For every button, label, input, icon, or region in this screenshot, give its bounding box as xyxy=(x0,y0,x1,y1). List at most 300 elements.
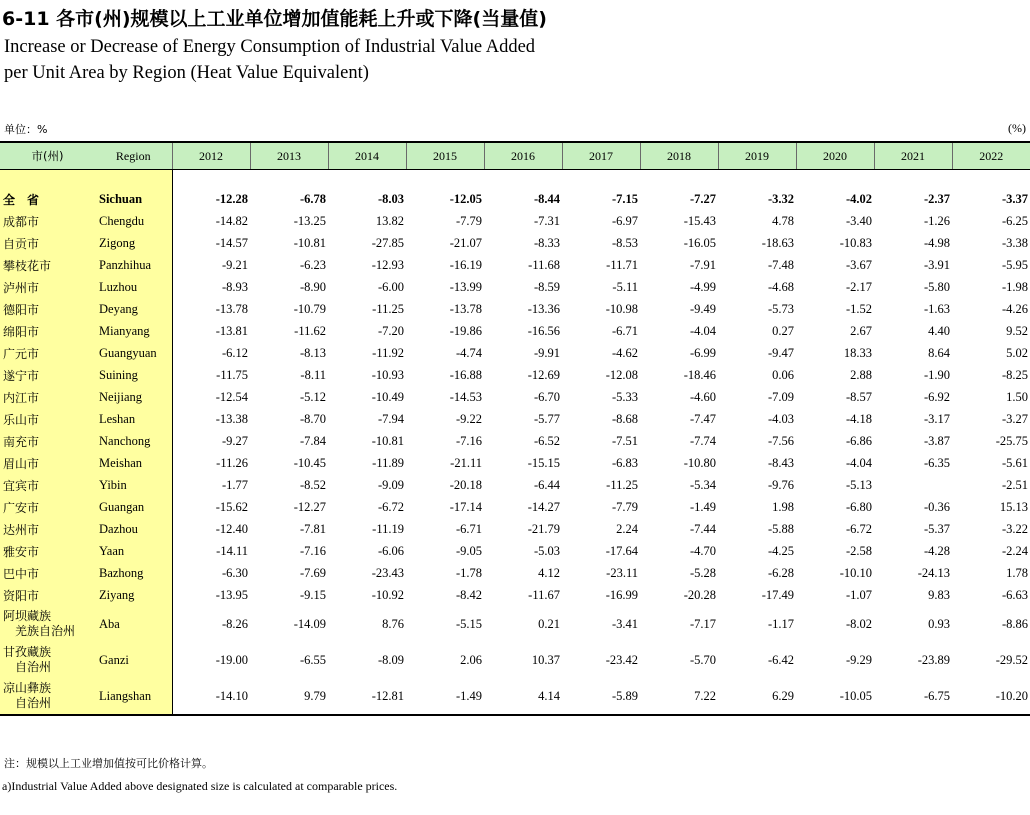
cell-region: Liangshan xyxy=(95,678,172,715)
cell-value: -17.64 xyxy=(605,543,638,558)
cell-value: -6.63 xyxy=(1001,587,1028,602)
cell-value: -8.33 xyxy=(533,235,560,250)
cell-value: -8.09 xyxy=(377,652,404,667)
cell-value: -8.42 xyxy=(455,587,482,602)
table-title-cn: 6-11 各市(州)规模以上工业单位增加值能耗上升或下降(当量值) xyxy=(2,8,547,30)
spacer-row xyxy=(0,170,1030,189)
cell-region: Aba xyxy=(95,606,172,642)
cell-region: Zigong xyxy=(95,232,172,254)
cell-value: -9.27 xyxy=(221,433,248,448)
cell-value: -17.14 xyxy=(449,499,482,514)
cell-value: -9.47 xyxy=(767,345,794,360)
cell-value: -6.42 xyxy=(767,652,794,667)
cell-value: -8.43 xyxy=(767,455,794,470)
cell-city xyxy=(0,210,95,232)
cell-value: -11.25 xyxy=(372,301,404,316)
cell-value: -3.91 xyxy=(923,257,950,272)
cell-value: -11.92 xyxy=(372,345,404,360)
cell-value: -9.15 xyxy=(299,587,326,602)
cell-city xyxy=(0,496,95,518)
cell-value: -4.98 xyxy=(923,235,950,250)
cell-value: -7.16 xyxy=(455,433,482,448)
cell-value: -7.31 xyxy=(533,213,560,228)
cell-value: 8.64 xyxy=(928,345,950,360)
cell-value: -13.25 xyxy=(293,213,326,228)
cell-value: -8.44 xyxy=(533,191,560,206)
cell-value: -27.85 xyxy=(371,235,404,250)
cell-value: -6.28 xyxy=(767,565,794,580)
cell-value: -6.78 xyxy=(299,191,326,206)
cell-value: -3.27 xyxy=(1001,411,1028,426)
cell-value: -4.02 xyxy=(845,191,872,206)
cell-value: -5.34 xyxy=(689,477,716,492)
cell-value: -21.11 xyxy=(450,455,482,470)
cell-value: -12.81 xyxy=(328,678,406,715)
cell-value: -6.92 xyxy=(923,389,950,404)
city-name: 广安市 xyxy=(3,500,40,515)
cell-value: 2.67 xyxy=(850,323,872,338)
cell-value: -8.52 xyxy=(299,477,326,492)
cell-value: -1.49 xyxy=(689,499,716,514)
table-title-en-line1: Increase or Decrease of Energy Consumption of Industrial Value Added xyxy=(4,37,536,57)
cell-value: -4.60 xyxy=(689,389,716,404)
table-row xyxy=(0,408,1030,430)
cell-value: -5.12 xyxy=(299,389,326,404)
cell-value: -5.61 xyxy=(1001,455,1028,470)
cell-value: -11.62 xyxy=(294,323,326,338)
cell-value: -1.49 xyxy=(406,678,484,715)
cell-value: -23.11 xyxy=(606,565,638,580)
cell-value: -6.71 xyxy=(611,323,638,338)
cell-city xyxy=(0,276,95,298)
cell-value: -3.37 xyxy=(1001,191,1028,206)
cell-value: -20.18 xyxy=(449,477,482,492)
city-name: 南充市 xyxy=(3,434,40,449)
cell-value: -6.71 xyxy=(455,521,482,536)
cell-value: -1.90 xyxy=(923,367,950,382)
cell-value: -6.00 xyxy=(377,279,404,294)
city-name: 乐山市 xyxy=(3,412,40,427)
cell-value: -3.17 xyxy=(923,411,950,426)
cell-value: -16.99 xyxy=(605,587,638,602)
cell-city xyxy=(0,642,95,678)
cell-value: -10.81 xyxy=(371,433,404,448)
table-row xyxy=(0,606,1030,642)
cell-value: -8.26 xyxy=(221,616,248,631)
cell-value: -17.49 xyxy=(761,587,794,602)
cell-value: -19.86 xyxy=(449,323,482,338)
cell-value: -2.58 xyxy=(845,543,872,558)
cell-value: -5.37 xyxy=(923,521,950,536)
cell-region: Sichuan xyxy=(95,188,172,210)
cell-value: -0.36 xyxy=(923,499,950,514)
cell-city xyxy=(0,342,95,364)
cell-value: 13.82 xyxy=(375,213,404,228)
cell-region: Yaan xyxy=(95,540,172,562)
cell-value: -10.05 xyxy=(796,678,874,715)
city-name: 眉山市 xyxy=(3,456,40,471)
cell-value: -21.79 xyxy=(527,521,560,536)
cell-value: -7.20 xyxy=(377,323,404,338)
table-row xyxy=(0,386,1030,408)
cell-value: -7.81 xyxy=(299,521,326,536)
cell-value: -3.67 xyxy=(845,257,872,272)
cell-value: -7.94 xyxy=(377,411,404,426)
cell-value: -1.17 xyxy=(767,616,794,631)
cell-city xyxy=(0,474,95,496)
cell-value: -8.86 xyxy=(1001,616,1028,631)
cell-value: -12.08 xyxy=(605,367,638,382)
cell-value: -12.27 xyxy=(293,499,326,514)
table-row xyxy=(0,430,1030,452)
cell-value: -10.80 xyxy=(683,455,716,470)
cell-value: -7.79 xyxy=(611,499,638,514)
cell-value: -8.02 xyxy=(845,616,872,631)
table-row xyxy=(0,584,1030,606)
cell-city xyxy=(0,386,95,408)
city-name: 德阳市 xyxy=(3,302,40,317)
cell-region: Chengdu xyxy=(95,210,172,232)
cell-value: -12.05 xyxy=(449,191,482,206)
cell-value: -10.45 xyxy=(293,455,326,470)
header-year: 2014 xyxy=(328,142,406,170)
cell-value: -4.25 xyxy=(767,543,794,558)
cell-value: -14.27 xyxy=(527,499,560,514)
table-row xyxy=(0,642,1030,678)
table-row xyxy=(0,298,1030,320)
cell-value: 0.27 xyxy=(772,323,794,338)
cell-city xyxy=(0,452,95,474)
cell-value: -18.63 xyxy=(761,235,794,250)
cell-value: -10.98 xyxy=(605,301,638,316)
cell-value: -4.70 xyxy=(689,543,716,558)
cell-value: -16.56 xyxy=(527,323,560,338)
header-year: 2019 xyxy=(718,142,796,170)
cell-value: -11.67 xyxy=(528,587,560,602)
cell-value: -5.88 xyxy=(767,521,794,536)
cell-value: -7.48 xyxy=(767,257,794,272)
cell-value: -13.81 xyxy=(215,323,248,338)
cell-value: -7.74 xyxy=(689,433,716,448)
city-name: 攀枝花市 xyxy=(3,258,52,273)
cell-value: -16.05 xyxy=(683,235,716,250)
cell-value: -3.38 xyxy=(1001,235,1028,250)
cell-value: -10.20 xyxy=(952,678,1030,715)
cell-value: -8.93 xyxy=(221,279,248,294)
cell-value: -12.54 xyxy=(215,389,248,404)
cell-value: -6.44 xyxy=(533,477,560,492)
cell-value: -7.56 xyxy=(767,433,794,448)
cell-value: -7.47 xyxy=(689,411,716,426)
cell-value: -7.16 xyxy=(299,543,326,558)
cell-value: -6.52 xyxy=(533,433,560,448)
cell-value: -6.12 xyxy=(221,345,248,360)
cell-value: -11.71 xyxy=(606,257,638,272)
header-region: Region xyxy=(95,142,172,170)
city-name: 绵阳市 xyxy=(3,324,40,339)
cell-value: 1.98 xyxy=(772,499,794,514)
cell-value: -3.41 xyxy=(611,616,638,631)
header-year: 2012 xyxy=(172,142,250,170)
cell-city xyxy=(0,188,95,210)
cell-value: 0.93 xyxy=(928,616,950,631)
cell-region: Yibin xyxy=(95,474,172,496)
cell-value: -6.35 xyxy=(923,455,950,470)
cell-value: -11.89 xyxy=(372,455,404,470)
cell-region: Ganzi xyxy=(95,642,172,678)
cell-city xyxy=(0,540,95,562)
cell-region: Dazhou xyxy=(95,518,172,540)
cell-value: -13.95 xyxy=(215,587,248,602)
cell-city xyxy=(0,364,95,386)
cell-value: -10.10 xyxy=(839,565,872,580)
header-year: 2022 xyxy=(952,142,1030,170)
cell-value: 2.06 xyxy=(460,652,482,667)
table-row xyxy=(0,188,1030,210)
city-name: 自治州 xyxy=(3,660,52,674)
cell-value: -12.40 xyxy=(215,521,248,536)
cell-value: -9.49 xyxy=(689,301,716,316)
cell-value: -19.00 xyxy=(215,652,248,667)
cell-value: -1.78 xyxy=(455,565,482,580)
header-year: 2013 xyxy=(250,142,328,170)
cell-value: 4.78 xyxy=(772,213,794,228)
city-name: 自贡市 xyxy=(3,236,40,251)
city-name: 宜宾市 xyxy=(3,478,40,493)
cell-value: -13.38 xyxy=(215,411,248,426)
cell-value: -5.28 xyxy=(689,565,716,580)
cell-value: -2.24 xyxy=(1001,543,1028,558)
cell-value: -14.53 xyxy=(449,389,482,404)
cell-value: -14.11 xyxy=(216,543,248,558)
cell-value: 15.13 xyxy=(999,499,1028,514)
cell-value: -24.13 xyxy=(917,565,950,580)
cell-city xyxy=(0,606,95,642)
city-name: 遂宁市 xyxy=(3,368,40,383)
cell-value: -11.68 xyxy=(528,257,560,272)
cell-value: -2.37 xyxy=(923,191,950,206)
header-year: 2018 xyxy=(640,142,718,170)
footnote-cn: 注：规模以上工业增加值按可比价格计算。 xyxy=(4,757,213,770)
header-row xyxy=(0,142,1030,170)
cell-value: -21.07 xyxy=(449,235,482,250)
cell-value: -9.09 xyxy=(377,477,404,492)
cell-value: -5.95 xyxy=(1001,257,1028,272)
cell-value: -18.46 xyxy=(683,367,716,382)
cell-value: -8.03 xyxy=(377,191,404,206)
cell-value: -6.80 xyxy=(845,499,872,514)
cell-city xyxy=(0,430,95,452)
cell-value: -11.75 xyxy=(216,367,248,382)
cell-value: -7.09 xyxy=(767,389,794,404)
cell-value: -2.51 xyxy=(1001,477,1028,492)
cell-value: 4.40 xyxy=(928,323,950,338)
city-name: 巴中市 xyxy=(3,566,40,581)
header-year: 2021 xyxy=(874,142,952,170)
table-row xyxy=(0,254,1030,276)
cell-region: Mianyang xyxy=(95,320,172,342)
cell-value: -7.69 xyxy=(299,565,326,580)
table-row xyxy=(0,452,1030,474)
cell-value: -5.80 xyxy=(923,279,950,294)
header-year: 2020 xyxy=(796,142,874,170)
cell-value: -8.53 xyxy=(611,235,638,250)
cell-value: -6.86 xyxy=(845,433,872,448)
cell-value: -12.69 xyxy=(527,367,560,382)
cell-value: -20.28 xyxy=(683,587,716,602)
cell-value: -6.99 xyxy=(689,345,716,360)
city-name: 阿坝藏族 xyxy=(3,609,52,623)
table-body xyxy=(0,170,1030,716)
cell-value: -10.81 xyxy=(293,235,326,250)
cell-value: 7.22 xyxy=(640,678,718,715)
cell-value: -25.75 xyxy=(995,433,1028,448)
cell-value: 1.50 xyxy=(1006,389,1028,404)
cell-value: -9.21 xyxy=(221,257,248,272)
cell-city xyxy=(0,408,95,430)
cell-value: -12.93 xyxy=(371,257,404,272)
cell-value: -2.17 xyxy=(845,279,872,294)
table-row xyxy=(0,562,1030,584)
cell-region: Luzhou xyxy=(95,276,172,298)
cell-value: -3.32 xyxy=(767,191,794,206)
cell-value: -15.62 xyxy=(215,499,248,514)
cell-value: -6.25 xyxy=(1001,213,1028,228)
cell-value: -16.19 xyxy=(449,257,482,272)
cell-value: -10.83 xyxy=(839,235,872,250)
cell-value: -7.51 xyxy=(611,433,638,448)
cell-value: 8.76 xyxy=(382,616,404,631)
cell-value: -8.70 xyxy=(299,411,326,426)
city-name: 资阳市 xyxy=(3,588,40,603)
table-row xyxy=(0,276,1030,298)
cell-value: -4.74 xyxy=(455,345,482,360)
cell-value: -6.23 xyxy=(299,257,326,272)
cell-value: -10.49 xyxy=(371,389,404,404)
cell-region: Bazhong xyxy=(95,562,172,584)
header-city: 市(州) xyxy=(0,142,95,170)
cell-region: Ziyang xyxy=(95,584,172,606)
cell-value: -1.26 xyxy=(923,213,950,228)
cell-value: -4.68 xyxy=(767,279,794,294)
cell-value: -6.30 xyxy=(221,565,248,580)
cell-value: -16.88 xyxy=(449,367,482,382)
cell-value: -9.91 xyxy=(533,345,560,360)
cell-city xyxy=(0,232,95,254)
cell-value: -8.57 xyxy=(845,389,872,404)
header-year: 2015 xyxy=(406,142,484,170)
cell-value: 6.29 xyxy=(718,678,796,715)
cell-value: -5.77 xyxy=(533,411,560,426)
cell-value: -6.75 xyxy=(874,678,952,715)
cell-value: 9.79 xyxy=(250,678,328,715)
cell-value: -3.40 xyxy=(845,213,872,228)
cell-value: -6.83 xyxy=(611,455,638,470)
cell-region: Leshan xyxy=(95,408,172,430)
cell-value: -9.29 xyxy=(845,652,872,667)
cell-value: -8.13 xyxy=(299,345,326,360)
cell-value: -9.05 xyxy=(455,543,482,558)
cell-value: -6.55 xyxy=(299,652,326,667)
cell-value: 0.21 xyxy=(538,616,560,631)
cell-value: -1.77 xyxy=(221,477,248,492)
city-name: 全 省 xyxy=(3,192,40,207)
cell-value: -8.59 xyxy=(533,279,560,294)
city-name: 甘孜藏族 xyxy=(3,645,52,659)
cell-value: 4.12 xyxy=(538,565,560,580)
cell-value: -5.03 xyxy=(533,543,560,558)
city-name: 凉山彝族 xyxy=(3,681,52,695)
cell-value: -8.11 xyxy=(300,367,326,382)
cell-value: -6.97 xyxy=(611,213,638,228)
footnote-en: a)Industrial Value Added above designated size is calculated at comparable prices. xyxy=(2,779,398,793)
table-row xyxy=(0,678,1030,715)
cell-value: -7.17 xyxy=(689,616,716,631)
table-title-en-line2: per Unit Area by Region (Heat Value Equivalent) xyxy=(4,63,369,83)
table-row xyxy=(0,540,1030,562)
cell-region: Deyang xyxy=(95,298,172,320)
cell-value: -8.68 xyxy=(611,411,638,426)
cell-value: -13.78 xyxy=(449,301,482,316)
cell-value: -11.19 xyxy=(372,521,404,536)
cell-value: -5.70 xyxy=(689,652,716,667)
cell-value xyxy=(874,474,952,496)
cell-value: 2.88 xyxy=(850,367,872,382)
cell-value: -29.52 xyxy=(995,652,1028,667)
cell-value: -4.26 xyxy=(1001,301,1028,316)
cell-value: -14.10 xyxy=(172,678,250,715)
cell-region: Guangyuan xyxy=(95,342,172,364)
cell-value: -9.76 xyxy=(767,477,794,492)
cell-city xyxy=(0,562,95,584)
cell-value: -3.22 xyxy=(1001,521,1028,536)
city-name: 雅安市 xyxy=(3,544,40,559)
cell-value: -7.79 xyxy=(455,213,482,228)
cell-value: -15.15 xyxy=(527,455,560,470)
cell-value: 1.78 xyxy=(1006,565,1028,580)
cell-city xyxy=(0,254,95,276)
cell-value: -5.33 xyxy=(611,389,638,404)
cell-value: -14.82 xyxy=(215,213,248,228)
cell-value: -4.99 xyxy=(689,279,716,294)
cell-value: 10.37 xyxy=(531,652,560,667)
city-name: 成都市 xyxy=(3,214,40,229)
cell-value: -5.89 xyxy=(562,678,640,715)
cell-city xyxy=(0,678,95,715)
cell-value: -14.09 xyxy=(293,616,326,631)
cell-value: -14.57 xyxy=(215,235,248,250)
unit-label-en: (%) xyxy=(1008,121,1026,135)
cell-value: 2.24 xyxy=(616,521,638,536)
cell-value: -4.62 xyxy=(611,345,638,360)
cell-value: -10.93 xyxy=(371,367,404,382)
cell-value: 9.83 xyxy=(928,587,950,602)
city-name: 内江市 xyxy=(3,390,40,405)
city-name: 羌族自治州 xyxy=(3,624,76,638)
cell-value: -11.26 xyxy=(216,455,248,470)
cell-value: -7.84 xyxy=(299,433,326,448)
cell-city xyxy=(0,518,95,540)
cell-value: 9.52 xyxy=(1006,323,1028,338)
cell-value: -15.43 xyxy=(683,213,716,228)
cell-value: -13.78 xyxy=(215,301,248,316)
cell-value: -1.63 xyxy=(923,301,950,316)
table-row xyxy=(0,364,1030,386)
cell-value: -6.70 xyxy=(533,389,560,404)
cell-value: -9.22 xyxy=(455,411,482,426)
cell-value: -23.42 xyxy=(605,652,638,667)
cell-value: -7.91 xyxy=(689,257,716,272)
